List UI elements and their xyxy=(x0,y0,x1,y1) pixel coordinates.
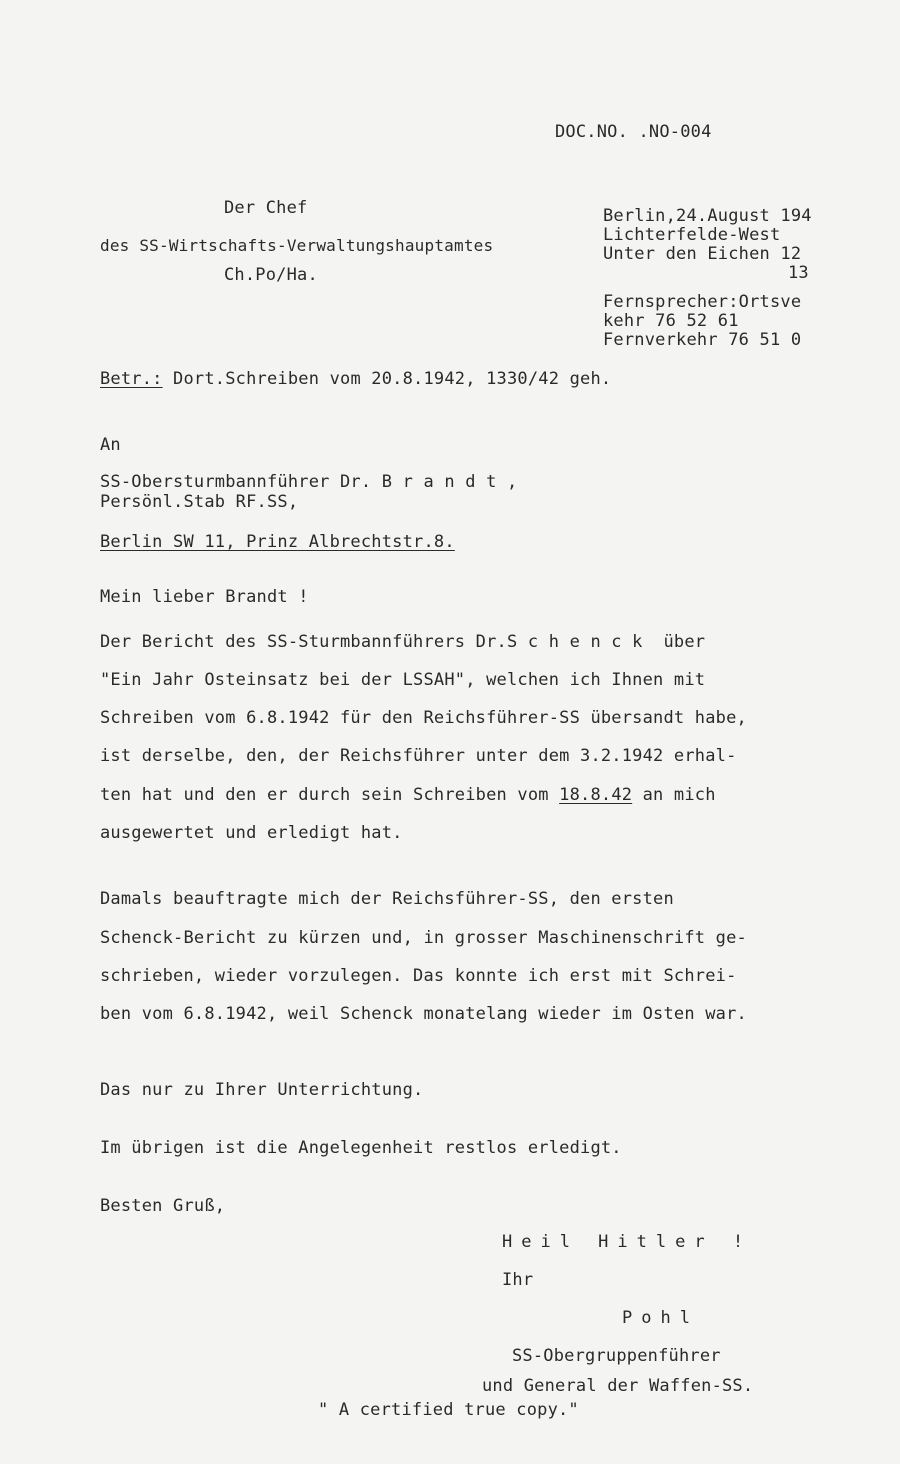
para1-line-5-start: ten hat und den er durch sein Schreiben vom xyxy=(100,785,560,805)
subject-label: Betr.: xyxy=(100,369,163,389)
para1-line-3: Schreiben vom 6.8.1942 für den Reichsführer-SS übersandt habe, xyxy=(100,708,747,728)
place-date-line-3: Unter den Eichen 12 xyxy=(603,244,802,264)
subject-text: Dort.Schreiben vom 20.8.1942, 1330/42 geh. xyxy=(173,369,612,389)
doc-number: DOC.NO. .NO-004 xyxy=(555,122,712,142)
signoff-rank-1: SS-Obergruppenführer xyxy=(512,1346,721,1366)
sender-line-3: Ch.Po/Ha. xyxy=(224,265,318,285)
para1-line-5 xyxy=(100,785,716,805)
signoff-ihr: Ihr xyxy=(502,1270,534,1290)
letter-date-reference: 18.8.42 xyxy=(559,785,633,805)
para1-line-1: Der Bericht des SS-Sturmbannführers Dr.S c h e n c k über xyxy=(100,632,706,652)
recipient-line-1: SS-Obersturmbannführer Dr. B r a n d t , xyxy=(100,472,518,492)
para2-line-2: Schenck-Bericht zu kürzen und, in grosser Maschinenschrift ge- xyxy=(100,928,747,948)
para1-line-5-end: an mich xyxy=(632,785,716,805)
para3: Das nur zu Ihrer Unterrichtung. xyxy=(100,1080,424,1100)
para2-line-3: schrieben, wieder vorzulegen. Das konnte ich erst mit Schrei- xyxy=(100,966,737,986)
para1-line-6: ausgewertet und erledigt hat. xyxy=(100,823,403,843)
certified-note: " A certified true copy." xyxy=(318,1400,579,1420)
recipient-line-2: Persönl.Stab RF.SS, xyxy=(100,492,299,512)
para1-line-2: "Ein Jahr Osteinsatz bei der LSSAH", welchen ich Ihnen mit xyxy=(100,670,706,690)
sender-line-2: des SS-Wirtschafts-Verwaltungshauptamtes xyxy=(100,236,494,255)
sender-line-1: Der Chef xyxy=(224,198,308,218)
place-date-line-2: Lichterfelde-West xyxy=(603,225,781,245)
phone-line-3: Fernverkehr 76 51 0 xyxy=(603,330,802,350)
phone-line-2: kehr 76 52 61 xyxy=(603,311,739,331)
para2-line-4: ben vom 6.8.1942, weil Schenck monatelang wieder im Osten war. xyxy=(100,1004,747,1024)
para2-line-1: Damals beauftragte mich der Reichsführer-SS, den ersten xyxy=(100,889,674,909)
salutation: Mein lieber Brandt ! xyxy=(100,587,309,607)
recipient-to-label: An xyxy=(100,435,121,455)
recipient-line-3: Berlin SW 11, Prinz Albrechtstr.8. xyxy=(100,532,455,552)
closing: Besten Gruß, xyxy=(100,1196,226,1216)
para4: Im übrigen ist die Angelegenheit restlos erledigt. xyxy=(100,1138,622,1158)
signoff-name: Pohl xyxy=(622,1308,699,1328)
place-date-line-4: 13 xyxy=(788,263,809,283)
signoff-heil: Heil Hitler ! xyxy=(502,1232,753,1252)
subject-line xyxy=(100,369,611,389)
para1-line-4: ist derselbe, den, der Reichsführer unter dem 3.2.1942 erhal- xyxy=(100,746,737,766)
signoff-rank-2: und General der Waffen-SS. xyxy=(482,1376,754,1396)
phone-line-1: Fernsprecher:Ortsve xyxy=(603,292,802,312)
place-date-line-1: Berlin,24.August 194 xyxy=(603,206,812,226)
